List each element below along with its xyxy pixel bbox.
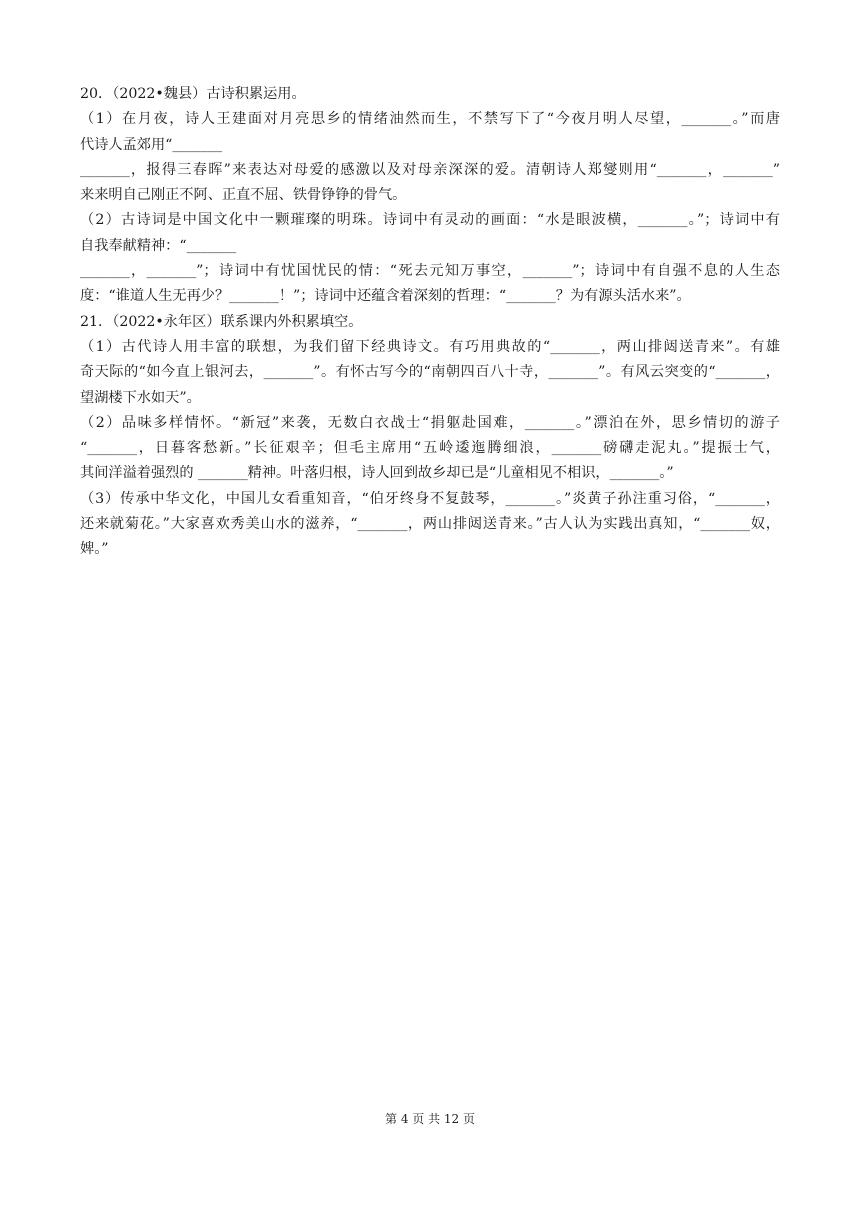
question-20-part-2-line-4: 度：“谁道人生无再少？_______！”；诗词中还蕴含着深刻的哲理：“_______？为有源头活水来”。 (80, 288, 691, 305)
page-footer: 第 4 页 共 12 页 (385, 1112, 475, 1126)
question-20-part-1-line-3: _______，报得三春晖”来表达对母爱的感激以及对母亲深深的爱。清朝诗人郑燮则用“_______，_______” (80, 161, 780, 178)
document-body (80, 84, 780, 565)
question-21-part-1-line-1: （1）古代诗人用丰富的联想，为我们留下经典诗文。有巧用典故的“_______，两山排闼送青来”。有雄 (80, 338, 780, 355)
question-21-part-1-line-3: 望湖楼下水如天”。 (80, 389, 201, 406)
question-20-part-1-line-1: （1）在月夜，诗人王建面对月亮思乡的情绪油然而生，不禁写下了“今夜月明人尽望，_______。”而唐 (80, 111, 780, 128)
question-20-part-1-line-4: 来来明自己刚正不阿、正直不屈、铁骨铮铮的骨气。 (80, 187, 407, 204)
question-20-part-1-line-2: 代诗人孟郊用“_______ (80, 136, 223, 153)
question-21-part-3-line-1: （3）传承中华文化，中国儿女看重知音，“伯牙终身不复鼓琴，_______。”炎黄子孙注重习俗，“_______， (80, 490, 780, 507)
question-20-part-2-line-1: （2）古诗词是中国文化中一颗璀璨的明珠。诗词中有灵动的画面：“水是眼波横，_______。”；诗词中有 (80, 212, 780, 229)
question-20-part-2-line-2: 自我奉献精神：“_______ (80, 237, 237, 254)
question-21-part-1-line-2: 奇天际的“如今直上银河去，_______”。有怀古写今的“南朝四百八十寺，_______”。有风云突变的“_______， (80, 364, 780, 381)
question-21-title: 21．（2022•永年区）联系课内外积累填空。 (80, 313, 363, 330)
question-21-part-2-line-1: （2）品味多样情怀。“新冠”来袭，无数白衣战士“捐躯赴国难，_______。”漂泊在外，思乡情切的游子 (80, 414, 780, 431)
question-20-part-2-line-3: _______，_______”；诗词中有忧国忧民的情：“死去元知万事空，_______”；诗词中有自强不息的人生态 (80, 263, 780, 280)
question-21-part-2-line-3: 其间洋溢着强烈的 _______精神。叶落归根，诗人回到故乡却已是“儿童相见不相识，_______。” (80, 465, 674, 482)
question-21-part-3-line-3: 婢。” (80, 541, 109, 558)
question-20-title: 20．（2022•魏县）古诗积累运用。 (80, 86, 306, 102)
question-21-part-2-line-2: “_______，日暮客愁新。”长征艰辛；但毛主席用“五岭逶迤腾细浪，_______磅礴走泥丸。”提振士气， (80, 440, 780, 457)
question-21-part-3-line-2: 还来就菊花。”大家喜欢秀美山水的滋养，“_______，两山排闼送青来。”古人认为实践出真知，“_______奴， (80, 516, 780, 533)
